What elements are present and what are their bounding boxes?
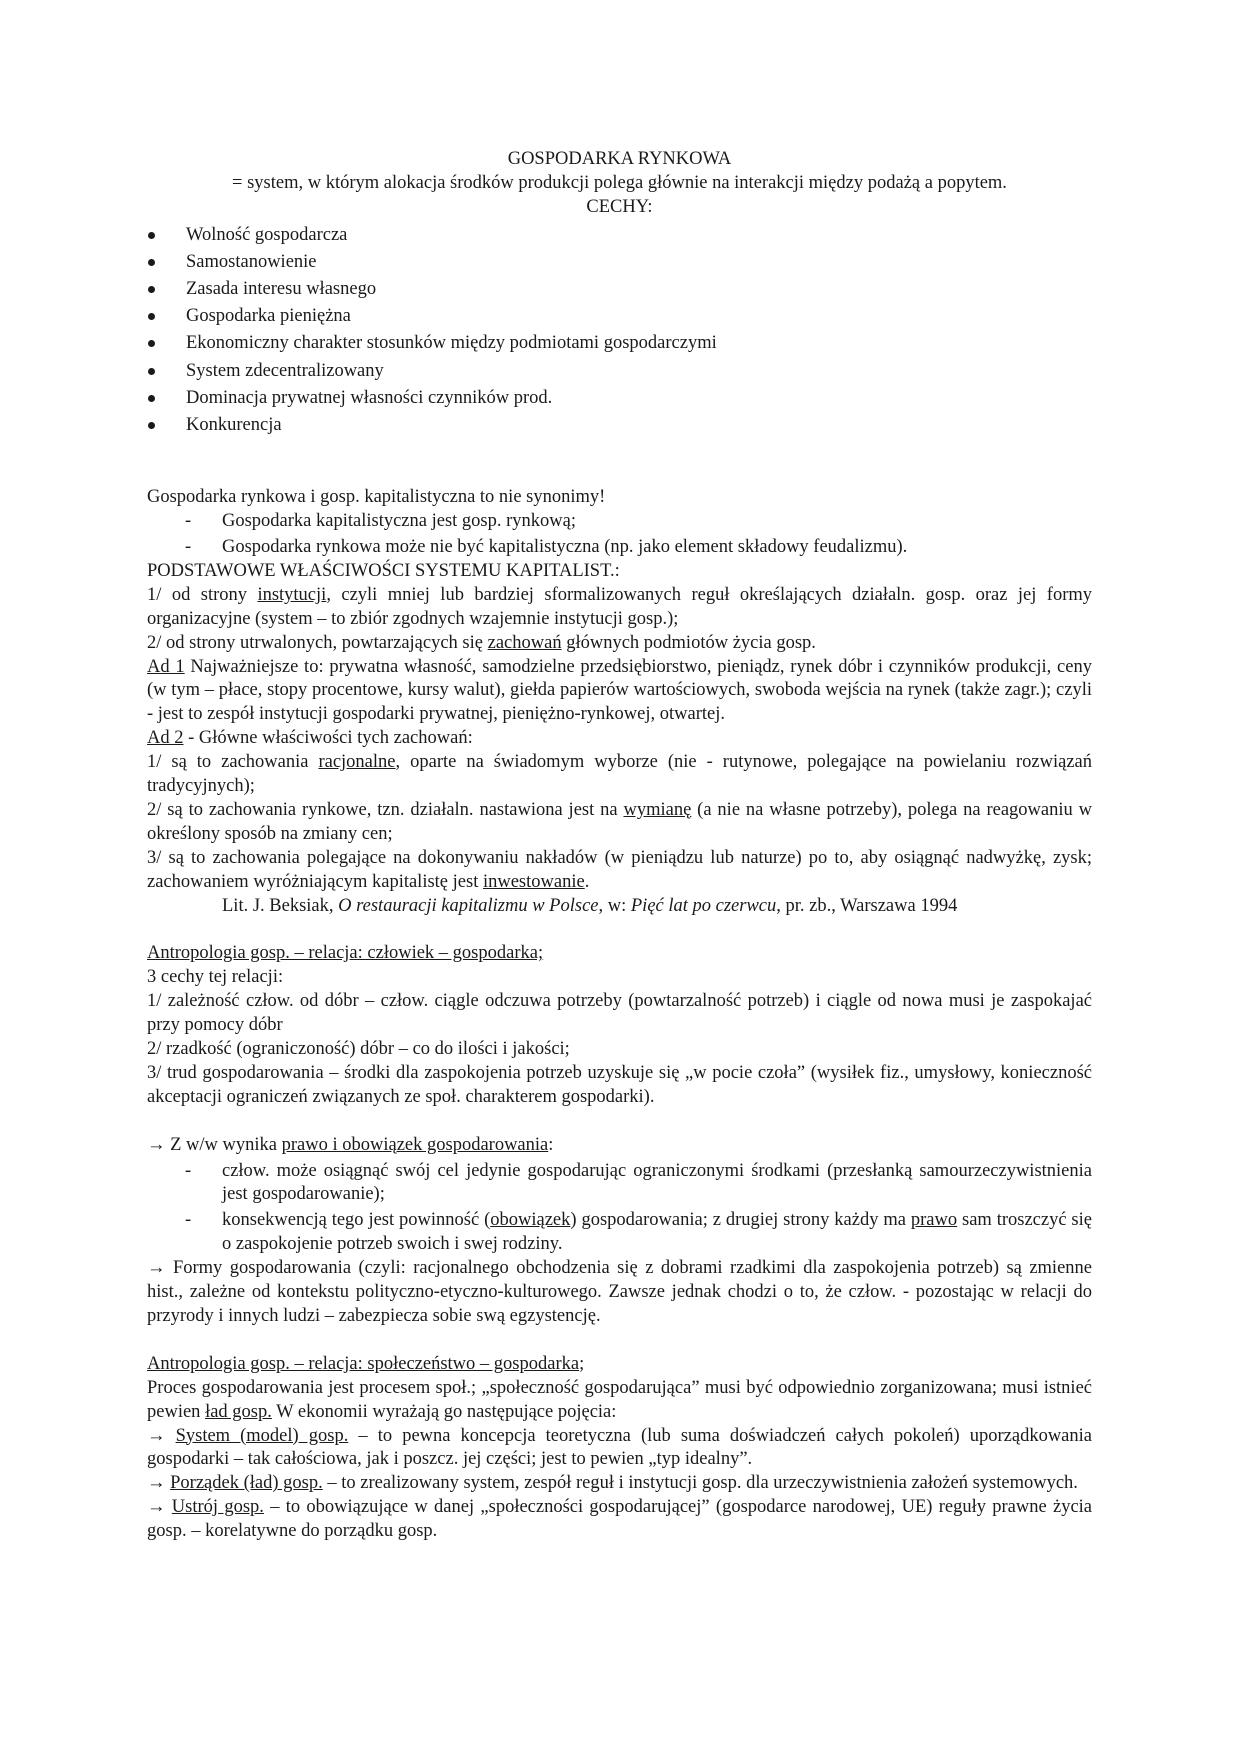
list-item: Ekonomiczny charakter stosunków między podmiotami gospodarczymi: [147, 330, 1092, 357]
paragraph: → Z w/w wynika prawo i obowiązek gospodarowania:: [147, 1134, 554, 1155]
list-item: Konkurencja: [147, 412, 1092, 439]
paragraph: 1/ są to zachowania racjonalne, oparte na świadomym wyborze (nie - rutynowe, polegające na powielaniu rozwiązań tradycyjnych);: [147, 752, 1092, 797]
document-page: [147, 148, 1092, 1544]
paragraph: 1/ od strony instytucji, czyli mniej lub bardziej sformalizowanych reguł określających działaln. gosp. oraz jej formy organizacyjne (system – to zbiór zgodnych wzajemnie instytucji gosp.);: [147, 584, 1093, 629]
paragraph: 3/ trud gospodarowania – środki dla zaspokojenia potrzeb uzyskuje się „w pocie czoła” (wysiłek fiz., umysłowy, konieczność akceptacji ograniczeń związanych ze społ. charakterem gospodarki).: [147, 1062, 1092, 1107]
features-list: [147, 222, 1092, 440]
paragraph: 2/ rzadkość (ograniczoność) dóbr – co do ilości i jakości;: [147, 1039, 570, 1060]
spacer: [147, 439, 1092, 486]
arrow-icon: →: [147, 1473, 166, 1494]
section-heading: PODSTAWOWE WŁAŚCIWOŚCI SYSTEMU KAPITALIST.:: [147, 560, 620, 581]
arrow-icon: →: [147, 1134, 166, 1155]
arrow-icon: →: [147, 1258, 166, 1279]
list-item: Samostanowienie: [147, 249, 1092, 276]
spacer: [147, 1329, 1092, 1353]
paragraph: 1/ zależność człow. od dóbr – człow. ciągle odczuwa potrzeby (powtarzalność potrzeb) i ciągle od nowa musi je zaspokajać przy pomocy dóbr: [147, 991, 1092, 1036]
dash-item: - konsekwencją tego jest powinność (obowiązek) gospodarowania; z drugiej strony każdy ma prawo sam troszczyć się o zaspokojenie potrzeb swoich i swej rodziny.: [185, 1210, 1092, 1255]
dash-item: - Gospodarka kapitalistyczna jest gosp. rynkową;: [185, 511, 576, 532]
bullet-icon: [148, 395, 155, 402]
paragraph: Ad 2 - Główne właściwości tych zachowań:: [147, 728, 473, 749]
bullet-icon: [148, 313, 155, 320]
synonyms-intro: Gospodarka rynkowa i gosp. kapitalistyczna to nie synonimy!: [147, 487, 606, 508]
arrow-icon: →: [147, 1425, 166, 1446]
paragraph: → Ustrój gosp. – to obowiązujące w danej „społeczności gospodarującej” (gospodarce narodowej, UE) reguły prawne życia gosp. – korelatywne do porządku gosp.: [147, 1497, 1093, 1542]
paragraph: Proces gospodarowania jest procesem społ.; „społeczność gospodarująca” musi być odpowiednio zorganizowana; musi istnieć pewien ład gosp. W ekonomii wyrażają go następujące pojęcia:: [147, 1377, 1092, 1422]
bullet-icon: [148, 422, 155, 429]
bullet-icon: [148, 286, 155, 293]
bullet-icon: [148, 368, 155, 375]
paragraph: 2/ są to zachowania rynkowe, tzn. działaln. nastawiona jest na wymianę (a nie na własne potrzeby), polega na reagowaniu w określony sposób na zmiany cen;: [147, 800, 1092, 844]
literature-reference: Lit. J. Beksiak, O restauracji kapitalizmu w Polsce, w: Pięć lat po czerwcu, pr. zb., Warszawa 1994: [222, 895, 958, 916]
bullet-icon: [148, 259, 155, 266]
dash-item: - człow. może osiągnąć swój cel jedynie gospodarując ograniczonymi środkami (przesłanką samourzeczywistnienia jest gospodarowanie);: [185, 1160, 1092, 1205]
paragraph: Ad 1 Najważniejsze to: prywatna własność, samodzielne przedsiębiorstwo, pieniądz, rynek dóbr i czynników produkcji, ceny (w tym – płace, stopy procentowe, kursy walut), giełda papierów wartościowych, swoboda wejścia na rynek (także zagr.); czyli - jest to zespół instytucji gospodarki prywatnej, pieniężno-rynkowej, otwartej.: [147, 656, 1092, 725]
list-item: Zasada interesu własnego: [147, 276, 1092, 303]
paragraph: → System (model) gosp. – to pewna koncepcja teoretyczna (lub suma doświadczeń całych pokoleń) uporządkowania gospodarki – tak całościowa, jak i poszcz. jej części; jest to pewien „typ idealny”.: [147, 1425, 1092, 1470]
paragraph: 2/ od strony utrwalonych, powtarzających się zachowań głównych podmiotów życia gosp.: [147, 632, 816, 653]
section-heading: Antropologia gosp. – relacja: człowiek – gospodarka;: [147, 943, 544, 964]
definition-text: = system, w którym alokacja środków produkcji polega głównie na interakcji między podażą a popytem.: [232, 172, 1007, 193]
arrow-icon: →: [147, 1497, 166, 1518]
bullet-icon: [148, 232, 155, 239]
list-item: Dominacja prywatnej własności czynników prod.: [147, 385, 1092, 412]
list-item: Wolność gospodarcza: [147, 222, 1092, 249]
bullet-icon: [148, 340, 155, 347]
page-title: GOSPODARKA RYNKOWA: [507, 149, 732, 169]
section-heading: Antropologia gosp. – relacja: społeczeństwo – gospodarka;: [147, 1353, 585, 1374]
list-item: Gospodarka pieniężna: [147, 303, 1092, 330]
dash-item: - Gospodarka rynkowa może nie być kapitalistyczna (np. jako element składowy feudalizmu).: [185, 537, 908, 558]
paragraph: → Formy gospodarowania (czyli: racjonalnego obchodzenia się z dobrami rzadkimi dla zaspokojenia potrzeb) są zmienne hist., zależne od kontekstu polityczno-etyczno-kulturowego. Zawsze jednak chodzi o to, że człow. - pozostając w relacji do przyrody i innych ludzi – zabezpiecza sobie swą egzystencję.: [147, 1258, 1092, 1326]
list-item: System zdecentralizowany: [147, 358, 1092, 385]
paragraph: → Porządek (ład) gosp. – to zrealizowany system, zespół reguł i instytucji gosp. dla urzeczywistnienia założeń systemowych.: [147, 1473, 1078, 1494]
paragraph: 3 cechy tej relacji:: [147, 967, 284, 988]
features-heading: CECHY:: [586, 196, 653, 217]
paragraph: 3/ są to zachowania polegające na dokonywaniu nakładów (w pieniądzu lub naturze) po to, aby osiągnąć nadwyżkę, zysk; zachowaniem wyróżniającym kapitalistę jest inwestowanie.: [147, 847, 1092, 892]
spacer: [147, 919, 1092, 943]
spacer: [147, 1110, 1092, 1134]
